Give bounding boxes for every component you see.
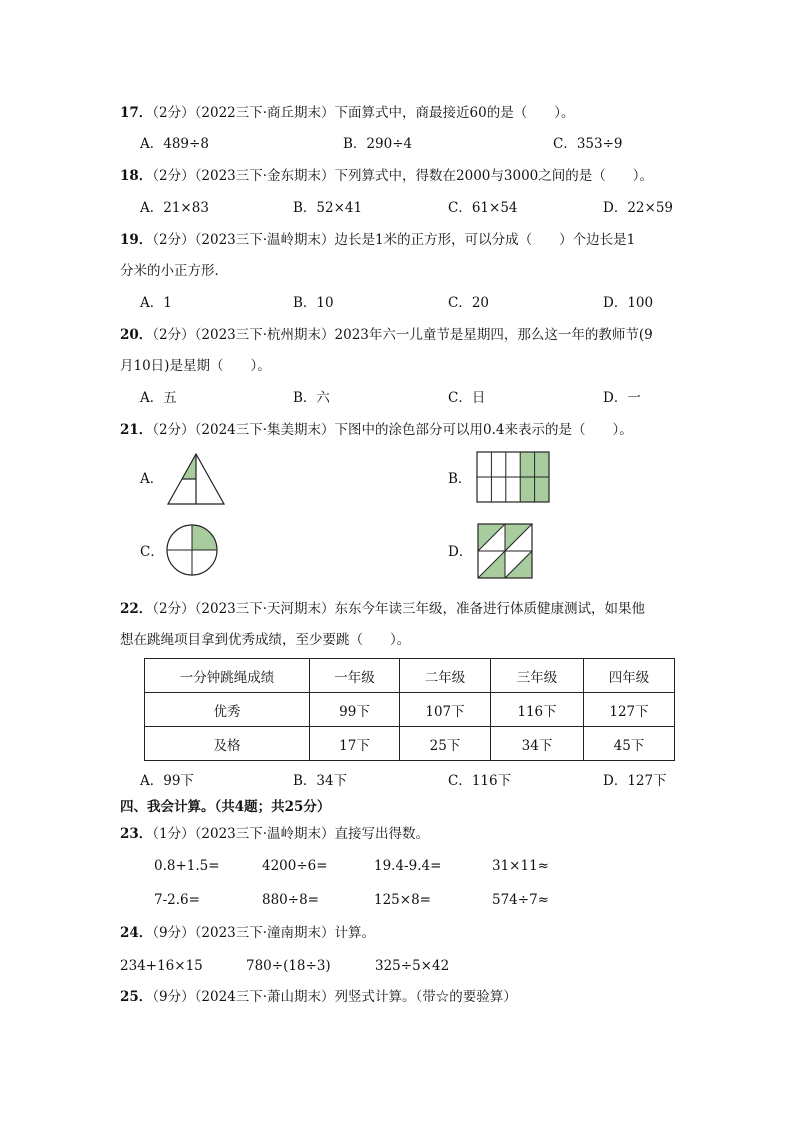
table-cell: 及格 [145, 727, 310, 761]
q23-number: 23． [120, 826, 153, 842]
q21-text: （2分）（2024三下·集美期末）下图中的涂色部分可以用0.4来表示的是（ ）。 [152, 422, 633, 438]
q23-item: 31×11≈ [492, 858, 549, 874]
q24-item: 234+16×15 [120, 958, 203, 974]
q17-option-a[interactable]: A．489÷8 [140, 136, 209, 152]
q20-text: （2分）（2023三下·杭州期末）2023年六一儿童节是星期四，那么这一年的教师节(9 [152, 327, 653, 343]
jump-rope-table [144, 658, 675, 761]
q21-option-d[interactable]: D． [448, 544, 473, 560]
q20-option-d[interactable]: D．一 [603, 390, 641, 406]
circle-figure [166, 524, 218, 576]
table-cell: 34下 [491, 727, 584, 761]
q20-option-c[interactable]: C．日 [448, 390, 486, 406]
q21-option-c[interactable]: C． [140, 544, 164, 560]
q23-stem [120, 825, 429, 843]
grid-figure [476, 451, 550, 503]
q18-option-c[interactable]: C．61×54 [448, 200, 518, 216]
q21-option-a[interactable]: A． [140, 471, 164, 487]
q22-option-c[interactable]: C．116下 [448, 773, 512, 789]
q18-option-a[interactable]: A．21×83 [140, 200, 209, 216]
q24-number: 24． [120, 925, 153, 941]
q18-option-b[interactable]: B．52×41 [293, 200, 363, 216]
table-cell: 45下 [584, 727, 675, 761]
q22-stem-line2: 想在跳绳项目拿到优秀成绩，至少要跳（ ）。 [120, 632, 411, 648]
q21-option-b[interactable]: B． [448, 471, 472, 487]
q24-text: （9分）（2023三下·潼南期末）计算。 [152, 925, 376, 941]
q18-text: （2分）（2023三下·金东期末）下列算式中，得数在2000与3000之间的是（ ）。 [152, 168, 653, 184]
q20-stem-line1 [120, 326, 653, 344]
table-header: 一分钟跳绳成绩 [145, 659, 310, 693]
q17-text: （2分）（2022三下·商丘期末）下面算式中，商最接近60的是（ ）。 [152, 105, 575, 121]
q17-option-c[interactable]: C．353÷9 [553, 136, 623, 152]
q23-item: 19.4-9.4= [374, 858, 442, 874]
q24-stem [120, 924, 375, 942]
q22-stem-line1 [120, 600, 645, 618]
q22-option-d[interactable]: D．127下 [603, 773, 667, 789]
q22-option-b[interactable]: B．34下 [293, 773, 348, 789]
table-header: 二年级 [400, 659, 491, 693]
q17-number: 17． [120, 105, 153, 121]
q19-option-b[interactable]: B．10 [293, 295, 334, 311]
q20-option-a[interactable]: A．五 [140, 390, 177, 406]
q20-stem-line2: 月10日)是星期（ ）。 [120, 358, 271, 374]
table-cell: 17下 [310, 727, 400, 761]
triangle-figure [167, 453, 225, 505]
q25-stem [120, 988, 517, 1006]
q19-option-d[interactable]: D．100 [603, 295, 654, 311]
q19-number: 19． [120, 232, 153, 248]
q18-option-d[interactable]: D．22×59 [603, 200, 673, 216]
q25-text: （9分）（2024三下·萧山期末）列竖式计算。（带☆的要验算） [152, 989, 517, 1005]
q24-item: 780÷(18÷3) [246, 958, 331, 974]
table-cell: 116下 [491, 693, 584, 727]
table-row [145, 693, 675, 727]
q25-number: 25． [120, 989, 153, 1005]
q23-item: 880÷8= [262, 892, 319, 908]
q23-text: （1分）（2023三下·温岭期末）直接写出得数。 [152, 826, 430, 842]
table-header: 三年级 [491, 659, 584, 693]
q18-number: 18． [120, 168, 153, 184]
q21-number: 21． [120, 422, 153, 438]
q24-item: 325÷5×42 [375, 958, 450, 974]
q23-item: 4200÷6= [262, 858, 328, 874]
table-cell: 127下 [584, 693, 675, 727]
table-row [145, 727, 675, 761]
q18-stem [120, 167, 653, 185]
q19-stem-line1 [120, 231, 635, 249]
table-cell: 107下 [400, 693, 491, 727]
q17-option-b[interactable]: B．290÷4 [343, 136, 413, 152]
table-header: 一年级 [310, 659, 400, 693]
q17-stem [120, 104, 574, 122]
q23-item: 574÷7≈ [492, 892, 549, 908]
q20-number: 20． [120, 327, 153, 343]
q22-number: 22． [120, 601, 153, 617]
q20-option-b[interactable]: B．六 [293, 390, 330, 406]
q23-item: 7-2.6= [154, 892, 200, 908]
table-cell: 99下 [310, 693, 400, 727]
q21-stem [120, 421, 633, 439]
q22-text: （2分）（2023三下·天河期末）东东今年读三年级，准备进行体质健康测试，如果他 [152, 601, 646, 617]
q19-option-c[interactable]: C．20 [448, 295, 490, 311]
table-cell: 25下 [400, 727, 491, 761]
q23-item: 0.8+1.5= [154, 858, 220, 874]
section-4-title: 四、我会计算。（共4题；共25分） [120, 799, 331, 815]
q19-option-a[interactable]: A．1 [140, 295, 172, 311]
q19-text: （2分）（2023三下·温岭期末）边长是1米的正方形，可以分成（ ）个边长是1 [152, 232, 636, 248]
q19-stem-line2: 分米的小正方形． [120, 263, 228, 279]
table-header: 四年级 [584, 659, 675, 693]
square-figure [477, 523, 533, 579]
table-cell: 优秀 [145, 693, 310, 727]
q22-option-a[interactable]: A．99下 [140, 773, 194, 789]
q23-item: 125×8= [374, 892, 431, 908]
table-header-row [145, 659, 675, 693]
